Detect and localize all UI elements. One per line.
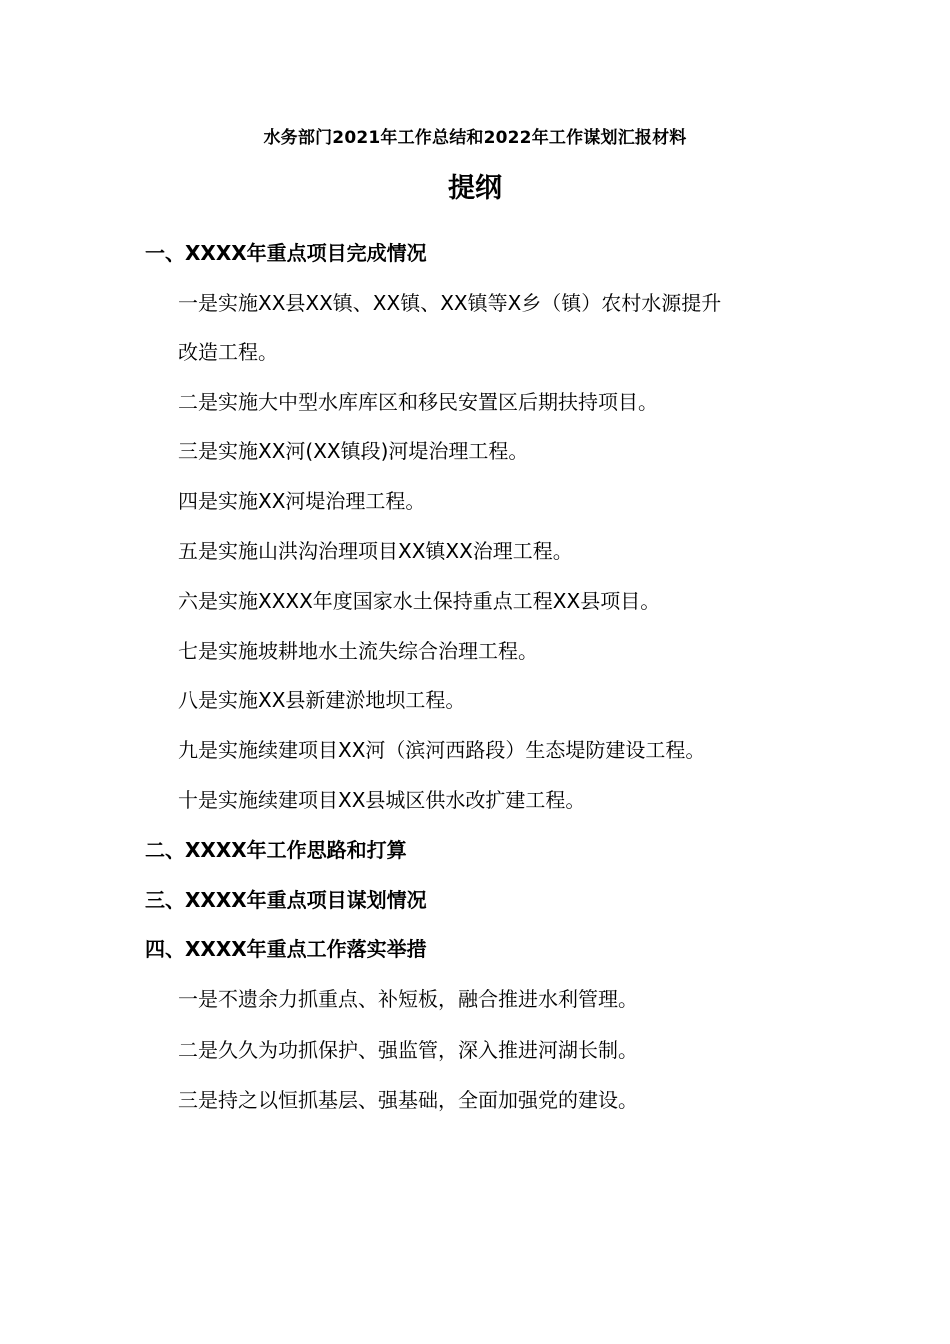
section-1-item-4: 四是实施XX河堤治理工程。 — [178, 489, 426, 513]
section-1-item-6: 六是实施XXXX年度国家水土保持重点工程XX县项目。 — [178, 589, 661, 613]
section-1-item-2: 二是实施大中型水库库区和移民安置区后期扶持项目。 — [178, 390, 658, 414]
section-1-item-8: 八是实施XX县新建淤地坝工程。 — [178, 688, 466, 712]
document-title: 水务部门2021年工作总结和2022年工作谋划汇报材料 — [263, 128, 687, 148]
section-2-heading: 二、XXXX年工作思路和打算 — [145, 838, 407, 862]
section-1-item-5: 五是实施山洪沟治理项目XX镇XX治理工程。 — [178, 539, 573, 563]
section-1-item-1: 一是实施XX县XX镇、XX镇、XX镇等X乡（镇）农村水源提升 — [178, 291, 722, 315]
section-1-item-3: 三是实施XX河(XX镇段)河堤治理工程。 — [178, 439, 529, 463]
section-1-item-10: 十是实施续建项目XX县城区供水改扩建工程。 — [178, 788, 586, 812]
section-4-item-2: 二是久久为功抓保护、强监管，深入推进河湖长制。 — [178, 1038, 638, 1062]
document-subtitle: 提纲 — [448, 173, 502, 204]
section-3-heading: 三、XXXX年重点项目谋划情况 — [145, 888, 427, 912]
section-1-item-1-continued: 改造工程。 — [178, 340, 278, 364]
section-1-heading: 一、XXXX年重点项目完成情况 — [145, 241, 427, 265]
section-4-item-3: 三是持之以恒抓基层、强基础，全面加强党的建设。 — [178, 1088, 638, 1112]
section-4-heading: 四、XXXX年重点工作落实举措 — [145, 937, 427, 961]
section-4-item-1: 一是不遗余力抓重点、补短板，融合推进水利管理。 — [178, 987, 638, 1011]
section-1-item-9: 九是实施续建项目XX河（滨河西路段）生态堤防建设工程。 — [178, 738, 706, 762]
section-1-item-7: 七是实施坡耕地水土流失综合治理工程。 — [178, 639, 538, 663]
